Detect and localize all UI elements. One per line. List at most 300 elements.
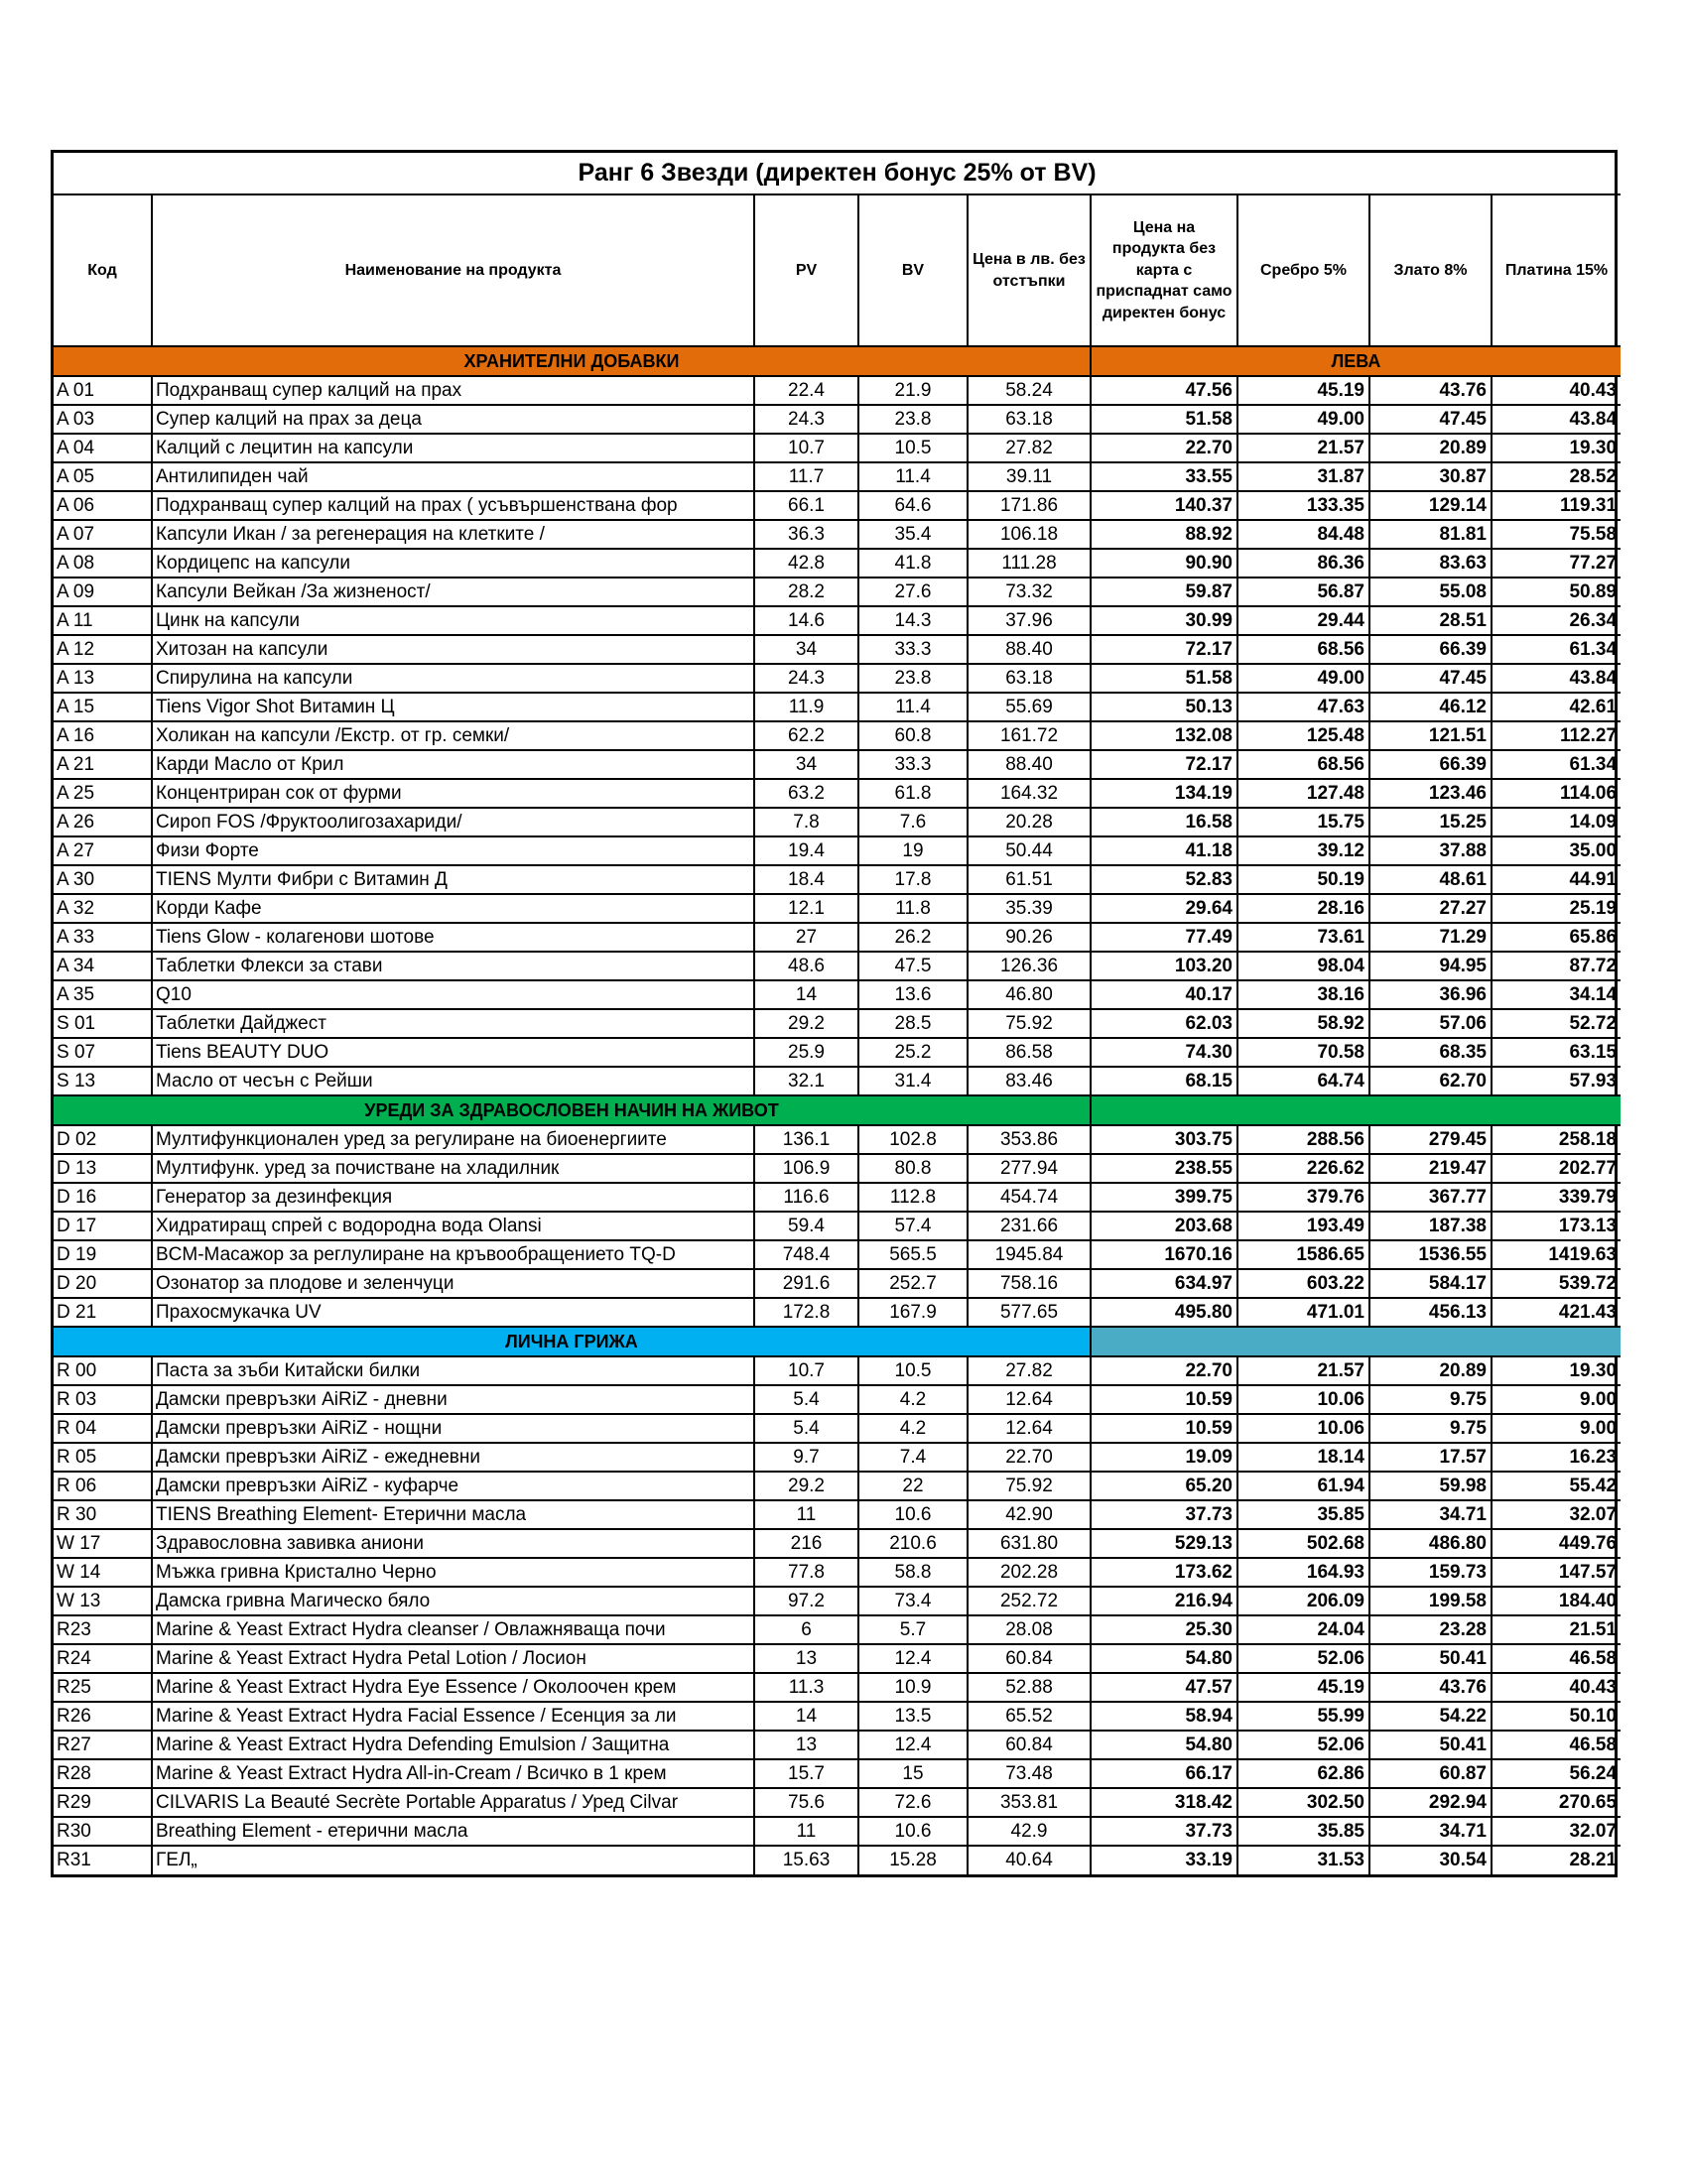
- cell-silver: 10.06: [1237, 1414, 1369, 1443]
- cell-price: 61.51: [968, 865, 1091, 894]
- table-row: [54, 1269, 1621, 1298]
- cell-pv: 25.9: [754, 1038, 858, 1067]
- cell-bv: 28.5: [858, 1009, 968, 1038]
- cell-pv: 5.4: [754, 1414, 858, 1443]
- cell-gold: 159.73: [1369, 1558, 1492, 1587]
- table-row: [54, 491, 1621, 520]
- cell-bv: 60.8: [858, 721, 968, 750]
- cell-pv: 27: [754, 923, 858, 952]
- cell-price: 63.18: [968, 664, 1091, 693]
- cell-bv: 15: [858, 1759, 968, 1788]
- cell-platinum: 57.93: [1492, 1067, 1621, 1095]
- cell-name: Кордицепс на капсули: [152, 549, 754, 578]
- cell-gold: 28.51: [1369, 606, 1492, 635]
- cell-platinum: 44.91: [1492, 865, 1621, 894]
- cell-code: R30: [54, 1817, 152, 1846]
- col-header-gold: Злато 8%: [1369, 194, 1492, 346]
- cell-direct: 72.17: [1091, 635, 1237, 664]
- table-row: [54, 405, 1621, 434]
- cell-price: 1945.84: [968, 1240, 1091, 1269]
- cell-code: A 11: [54, 606, 152, 635]
- cell-price: 28.08: [968, 1615, 1091, 1644]
- cell-code: R31: [54, 1846, 152, 1874]
- cell-silver: 73.61: [1237, 923, 1369, 952]
- cell-silver: 193.49: [1237, 1212, 1369, 1240]
- cell-platinum: 56.24: [1492, 1759, 1621, 1788]
- table-row: [54, 1702, 1621, 1731]
- table-row: [54, 1558, 1621, 1587]
- cell-direct: 54.80: [1091, 1644, 1237, 1673]
- cell-pv: 29.2: [754, 1009, 858, 1038]
- cell-platinum: 28.52: [1492, 462, 1621, 491]
- table-row: [54, 721, 1621, 750]
- cell-platinum: 32.07: [1492, 1500, 1621, 1529]
- cell-bv: 35.4: [858, 520, 968, 549]
- cell-platinum: 19.30: [1492, 434, 1621, 462]
- cell-direct: 58.94: [1091, 1702, 1237, 1731]
- cell-direct: 173.62: [1091, 1558, 1237, 1587]
- cell-price: 60.84: [968, 1731, 1091, 1759]
- cell-code: W 17: [54, 1529, 152, 1558]
- cell-code: R23: [54, 1615, 152, 1644]
- cell-gold: 50.41: [1369, 1731, 1492, 1759]
- cell-pv: 11: [754, 1500, 858, 1529]
- cell-bv: 27.6: [858, 578, 968, 606]
- cell-price: 161.72: [968, 721, 1091, 750]
- cell-direct: 54.80: [1091, 1731, 1237, 1759]
- cell-silver: 471.01: [1237, 1298, 1369, 1327]
- cell-bv: 10.5: [858, 434, 968, 462]
- cell-name: Мултифунк. уред за почистване на хладилник: [152, 1154, 754, 1183]
- cell-silver: 49.00: [1237, 664, 1369, 693]
- cell-direct: 1670.16: [1091, 1240, 1237, 1269]
- col-header-price: Цена в лв. без отстъпки: [968, 194, 1091, 346]
- table-row: [54, 1759, 1621, 1788]
- cell-silver: 226.62: [1237, 1154, 1369, 1183]
- cell-name: Супер калций на прах за деца: [152, 405, 754, 434]
- cell-platinum: 16.23: [1492, 1443, 1621, 1472]
- cell-name: Мултифункционален уред за регулиране на биоенергиите: [152, 1125, 754, 1154]
- cell-silver: 10.06: [1237, 1385, 1369, 1414]
- cell-code: R29: [54, 1788, 152, 1817]
- cell-code: D 13: [54, 1154, 152, 1183]
- cell-pv: 172.8: [754, 1298, 858, 1327]
- cell-price: 63.18: [968, 405, 1091, 434]
- cell-bv: 4.2: [858, 1414, 968, 1443]
- table-row: [54, 1443, 1621, 1472]
- cell-name: Tiens Vigor Shot Витамин Ц: [152, 693, 754, 721]
- cell-direct: 50.13: [1091, 693, 1237, 721]
- cell-name: Капсули Вейкан /За жизненост/: [152, 578, 754, 606]
- cell-bv: 112.8: [858, 1183, 968, 1212]
- cell-name: Корди Кафе: [152, 894, 754, 923]
- cell-code: R 06: [54, 1472, 152, 1500]
- cell-silver: 31.87: [1237, 462, 1369, 491]
- cell-price: 73.48: [968, 1759, 1091, 1788]
- section-health-devices: [54, 1095, 1621, 1125]
- cell-pv: 14: [754, 980, 858, 1009]
- cell-pv: 42.8: [754, 549, 858, 578]
- cell-pv: 77.8: [754, 1558, 858, 1587]
- cell-code: A 21: [54, 750, 152, 779]
- cell-name: Таблетки Дайджест: [152, 1009, 754, 1038]
- cell-code: A 26: [54, 808, 152, 836]
- cell-platinum: 61.34: [1492, 635, 1621, 664]
- cell-bv: 5.7: [858, 1615, 968, 1644]
- cell-code: R28: [54, 1759, 152, 1788]
- cell-pv: 34: [754, 750, 858, 779]
- cell-price: 27.82: [968, 1356, 1091, 1385]
- cell-pv: 116.6: [754, 1183, 858, 1212]
- cell-gold: 27.27: [1369, 894, 1492, 923]
- table-row: [54, 1731, 1621, 1759]
- cell-silver: 28.16: [1237, 894, 1369, 923]
- cell-price: 126.36: [968, 952, 1091, 980]
- cell-code: A 05: [54, 462, 152, 491]
- cell-silver: 35.85: [1237, 1500, 1369, 1529]
- cell-platinum: 42.61: [1492, 693, 1621, 721]
- cell-gold: 30.87: [1369, 462, 1492, 491]
- cell-direct: 140.37: [1091, 491, 1237, 520]
- col-header-pv: PV: [754, 194, 858, 346]
- cell-bv: 12.4: [858, 1731, 968, 1759]
- cell-direct: 216.94: [1091, 1587, 1237, 1615]
- cell-gold: 123.46: [1369, 779, 1492, 808]
- cell-price: 12.64: [968, 1385, 1091, 1414]
- cell-silver: 68.56: [1237, 750, 1369, 779]
- cell-name: Холикан на капсули /Екстр. от гр. семки/: [152, 721, 754, 750]
- table-row: [54, 1038, 1621, 1067]
- cell-bv: 252.7: [858, 1269, 968, 1298]
- table-row: [54, 1009, 1621, 1038]
- section-label: УРЕДИ ЗА ЗДРАВОСЛОВЕН НАЧИН НА ЖИВОТ: [54, 1095, 1091, 1125]
- cell-bv: 10.9: [858, 1673, 968, 1702]
- cell-bv: 80.8: [858, 1154, 968, 1183]
- cell-name: Спирулина на капсули: [152, 664, 754, 693]
- cell-gold: 34.71: [1369, 1500, 1492, 1529]
- cell-platinum: 14.09: [1492, 808, 1621, 836]
- cell-gold: 17.57: [1369, 1443, 1492, 1472]
- cell-pv: 5.4: [754, 1385, 858, 1414]
- cell-silver: 302.50: [1237, 1788, 1369, 1817]
- cell-bv: 10.6: [858, 1500, 968, 1529]
- table-row: [54, 1587, 1621, 1615]
- cell-direct: 495.80: [1091, 1298, 1237, 1327]
- col-header-direct-bonus-price: Цена на продукта без карта с приспаднат само директен бонус: [1091, 194, 1237, 346]
- cell-code: A 01: [54, 376, 152, 405]
- table-row: [54, 1154, 1621, 1183]
- cell-price: 111.28: [968, 549, 1091, 578]
- cell-silver: 61.94: [1237, 1472, 1369, 1500]
- col-header-bv: BV: [858, 194, 968, 346]
- cell-silver: 86.36: [1237, 549, 1369, 578]
- cell-bv: 15.28: [858, 1846, 968, 1874]
- cell-platinum: 52.72: [1492, 1009, 1621, 1038]
- table-row: [54, 462, 1621, 491]
- cell-gold: 94.95: [1369, 952, 1492, 980]
- cell-gold: 121.51: [1369, 721, 1492, 750]
- cell-price: 90.26: [968, 923, 1091, 952]
- cell-pv: 7.8: [754, 808, 858, 836]
- cell-pv: 19.4: [754, 836, 858, 865]
- cell-price: 35.39: [968, 894, 1091, 923]
- cell-direct: 529.13: [1091, 1529, 1237, 1558]
- cell-price: 42.90: [968, 1500, 1091, 1529]
- cell-silver: 55.99: [1237, 1702, 1369, 1731]
- cell-silver: 29.44: [1237, 606, 1369, 635]
- cell-platinum: 539.72: [1492, 1269, 1621, 1298]
- cell-name: Tiens Glow - колагенови шотове: [152, 923, 754, 952]
- cell-price: 164.32: [968, 779, 1091, 808]
- table-row: [54, 635, 1621, 664]
- cell-gold: 59.98: [1369, 1472, 1492, 1500]
- cell-pv: 24.3: [754, 664, 858, 693]
- cell-name: Дамски превръзки AiRiZ - ежедневни: [152, 1443, 754, 1472]
- cell-pv: 24.3: [754, 405, 858, 434]
- cell-code: A 16: [54, 721, 152, 750]
- table-row: [54, 1067, 1621, 1095]
- cell-gold: 367.77: [1369, 1183, 1492, 1212]
- cell-name: Таблетки Флекси за стави: [152, 952, 754, 980]
- cell-silver: 45.19: [1237, 1673, 1369, 1702]
- cell-silver: 603.22: [1237, 1269, 1369, 1298]
- cell-code: A 32: [54, 894, 152, 923]
- table-row: [54, 1846, 1621, 1874]
- cell-direct: 10.59: [1091, 1414, 1237, 1443]
- cell-platinum: 55.42: [1492, 1472, 1621, 1500]
- cell-pv: 11.9: [754, 693, 858, 721]
- cell-direct: 238.55: [1091, 1154, 1237, 1183]
- table-row: [54, 1529, 1621, 1558]
- cell-price: 55.69: [968, 693, 1091, 721]
- cell-code: A 03: [54, 405, 152, 434]
- cell-silver: 125.48: [1237, 721, 1369, 750]
- cell-silver: 49.00: [1237, 405, 1369, 434]
- cell-platinum: 1419.63: [1492, 1240, 1621, 1269]
- cell-platinum: 28.21: [1492, 1846, 1621, 1874]
- cell-name: Tiens BEAUTY DUO: [152, 1038, 754, 1067]
- cell-direct: 399.75: [1091, 1183, 1237, 1212]
- cell-price: 37.96: [968, 606, 1091, 635]
- cell-silver: 288.56: [1237, 1125, 1369, 1154]
- cell-name: Карди Масло от Крил: [152, 750, 754, 779]
- cell-platinum: 43.84: [1492, 405, 1621, 434]
- cell-code: R 04: [54, 1414, 152, 1443]
- cell-direct: 90.90: [1091, 549, 1237, 578]
- table-row: [54, 1788, 1621, 1817]
- cell-name: TIENS Мулти Фибри с Витамин Д: [152, 865, 754, 894]
- cell-price: 577.65: [968, 1298, 1091, 1327]
- cell-platinum: 25.19: [1492, 894, 1621, 923]
- cell-price: 40.64: [968, 1846, 1091, 1874]
- cell-gold: 456.13: [1369, 1298, 1492, 1327]
- cell-price: 52.88: [968, 1673, 1091, 1702]
- cell-code: A 12: [54, 635, 152, 664]
- table-row: [54, 894, 1621, 923]
- cell-code: A 15: [54, 693, 152, 721]
- section-currency-label: [1091, 1095, 1621, 1125]
- cell-platinum: 35.00: [1492, 836, 1621, 865]
- cell-silver: 38.16: [1237, 980, 1369, 1009]
- table-row: [54, 836, 1621, 865]
- cell-silver: 39.12: [1237, 836, 1369, 865]
- cell-direct: 318.42: [1091, 1788, 1237, 1817]
- section-food-supplements: [54, 346, 1621, 376]
- cell-code: A 34: [54, 952, 152, 980]
- cell-name: Marine & Yeast Extract Hydra cleanser / Овлажняваща почи: [152, 1615, 754, 1644]
- cell-platinum: 46.58: [1492, 1644, 1621, 1673]
- cell-name: Marine & Yeast Extract Hydra All-in-Cream / Всичко в 1 крем: [152, 1759, 754, 1788]
- cell-bv: 7.6: [858, 808, 968, 836]
- cell-bv: 13.5: [858, 1702, 968, 1731]
- table-row: [54, 1817, 1621, 1846]
- table-row: [54, 578, 1621, 606]
- cell-silver: 31.53: [1237, 1846, 1369, 1874]
- cell-bv: 21.9: [858, 376, 968, 405]
- cell-price: 277.94: [968, 1154, 1091, 1183]
- cell-bv: 11.4: [858, 693, 968, 721]
- cell-pv: 10.7: [754, 434, 858, 462]
- cell-price: 202.28: [968, 1558, 1091, 1587]
- cell-gold: 43.76: [1369, 1673, 1492, 1702]
- cell-bv: 10.6: [858, 1817, 968, 1846]
- cell-code: S 01: [54, 1009, 152, 1038]
- cell-pv: 10.7: [754, 1356, 858, 1385]
- cell-pv: 13: [754, 1731, 858, 1759]
- cell-platinum: 40.43: [1492, 376, 1621, 405]
- cell-name: Мъжка гривна Кристално Черно: [152, 1558, 754, 1587]
- table-row: [54, 980, 1621, 1009]
- cell-bv: 210.6: [858, 1529, 968, 1558]
- cell-pv: 97.2: [754, 1587, 858, 1615]
- cell-direct: 203.68: [1091, 1212, 1237, 1240]
- cell-silver: 64.74: [1237, 1067, 1369, 1095]
- cell-gold: 30.54: [1369, 1846, 1492, 1874]
- table-row: [54, 1212, 1621, 1240]
- cell-bv: 23.8: [858, 664, 968, 693]
- cell-price: 46.80: [968, 980, 1091, 1009]
- cell-platinum: 258.18: [1492, 1125, 1621, 1154]
- table-row: [54, 549, 1621, 578]
- cell-code: R 00: [54, 1356, 152, 1385]
- cell-bv: 4.2: [858, 1385, 968, 1414]
- cell-bv: 61.8: [858, 779, 968, 808]
- cell-platinum: 77.27: [1492, 549, 1621, 578]
- cell-silver: 47.63: [1237, 693, 1369, 721]
- cell-price: 12.64: [968, 1414, 1091, 1443]
- cell-platinum: 21.51: [1492, 1615, 1621, 1644]
- cell-platinum: 65.86: [1492, 923, 1621, 952]
- cell-silver: 68.56: [1237, 635, 1369, 664]
- cell-pv: 34: [754, 635, 858, 664]
- cell-gold: 9.75: [1369, 1414, 1492, 1443]
- table-row: [54, 1356, 1621, 1385]
- cell-gold: 50.41: [1369, 1644, 1492, 1673]
- cell-code: R26: [54, 1702, 152, 1731]
- cell-silver: 127.48: [1237, 779, 1369, 808]
- cell-silver: 52.06: [1237, 1731, 1369, 1759]
- cell-bv: 7.4: [858, 1443, 968, 1472]
- table-row: [54, 750, 1621, 779]
- cell-silver: 1586.65: [1237, 1240, 1369, 1269]
- table-row: [54, 1414, 1621, 1443]
- cell-price: 58.24: [968, 376, 1091, 405]
- cell-name: ГЕЛ„: [152, 1846, 754, 1874]
- cell-platinum: 202.77: [1492, 1154, 1621, 1183]
- cell-direct: 41.18: [1091, 836, 1237, 865]
- table-row: [54, 606, 1621, 635]
- cell-pv: 63.2: [754, 779, 858, 808]
- cell-silver: 502.68: [1237, 1529, 1369, 1558]
- table-row: [54, 664, 1621, 693]
- cell-gold: 37.88: [1369, 836, 1492, 865]
- cell-silver: 35.85: [1237, 1817, 1369, 1846]
- cell-gold: 68.35: [1369, 1038, 1492, 1067]
- cell-gold: 219.47: [1369, 1154, 1492, 1183]
- cell-direct: 51.58: [1091, 664, 1237, 693]
- cell-gold: 36.96: [1369, 980, 1492, 1009]
- cell-platinum: 184.40: [1492, 1587, 1621, 1615]
- cell-direct: 22.70: [1091, 1356, 1237, 1385]
- cell-price: 75.92: [968, 1472, 1091, 1500]
- cell-name: Подхранващ супер калций на прах: [152, 376, 754, 405]
- cell-name: Озонатор за плодове и зеленчуци: [152, 1269, 754, 1298]
- cell-name: Сироп FOS /Фруктоолигозахариди/: [152, 808, 754, 836]
- cell-platinum: 339.79: [1492, 1183, 1621, 1212]
- cell-name: Прахосмукачка UV: [152, 1298, 754, 1327]
- cell-direct: 22.70: [1091, 434, 1237, 462]
- cell-name: Marine & Yeast Extract Hydra Defending Emulsion / Защитна: [152, 1731, 754, 1759]
- cell-name: Breathing Element - етерични масла: [152, 1817, 754, 1846]
- cell-code: S 07: [54, 1038, 152, 1067]
- cell-pv: 36.3: [754, 520, 858, 549]
- table-row: [54, 1644, 1621, 1673]
- cell-pv: 11.7: [754, 462, 858, 491]
- cell-bv: 58.8: [858, 1558, 968, 1587]
- cell-direct: 29.64: [1091, 894, 1237, 923]
- cell-name: Хидратиращ спрей с водородна вода Olansi: [152, 1212, 754, 1240]
- cell-code: D 19: [54, 1240, 152, 1269]
- table-row: [54, 1472, 1621, 1500]
- cell-pv: 59.4: [754, 1212, 858, 1240]
- cell-silver: 84.48: [1237, 520, 1369, 549]
- cell-pv: 32.1: [754, 1067, 858, 1095]
- cell-bv: 14.3: [858, 606, 968, 635]
- cell-pv: 216: [754, 1529, 858, 1558]
- cell-name: Дамски превръзки AiRiZ - куфарче: [152, 1472, 754, 1500]
- cell-platinum: 50.10: [1492, 1702, 1621, 1731]
- cell-code: A 27: [54, 836, 152, 865]
- cell-price: 83.46: [968, 1067, 1091, 1095]
- cell-platinum: 173.13: [1492, 1212, 1621, 1240]
- cell-platinum: 50.89: [1492, 578, 1621, 606]
- cell-direct: 65.20: [1091, 1472, 1237, 1500]
- cell-bv: 73.4: [858, 1587, 968, 1615]
- cell-price: 252.72: [968, 1587, 1091, 1615]
- cell-gold: 43.76: [1369, 376, 1492, 405]
- cell-gold: 48.61: [1369, 865, 1492, 894]
- cell-direct: 33.19: [1091, 1846, 1237, 1874]
- cell-code: D 02: [54, 1125, 152, 1154]
- cell-code: D 16: [54, 1183, 152, 1212]
- cell-direct: 74.30: [1091, 1038, 1237, 1067]
- col-header-platinum: Платина 15%: [1492, 194, 1621, 346]
- cell-pv: 11.3: [754, 1673, 858, 1702]
- cell-direct: 16.58: [1091, 808, 1237, 836]
- cell-gold: 20.89: [1369, 434, 1492, 462]
- col-header-silver: Сребро 5%: [1237, 194, 1369, 346]
- cell-direct: 59.87: [1091, 578, 1237, 606]
